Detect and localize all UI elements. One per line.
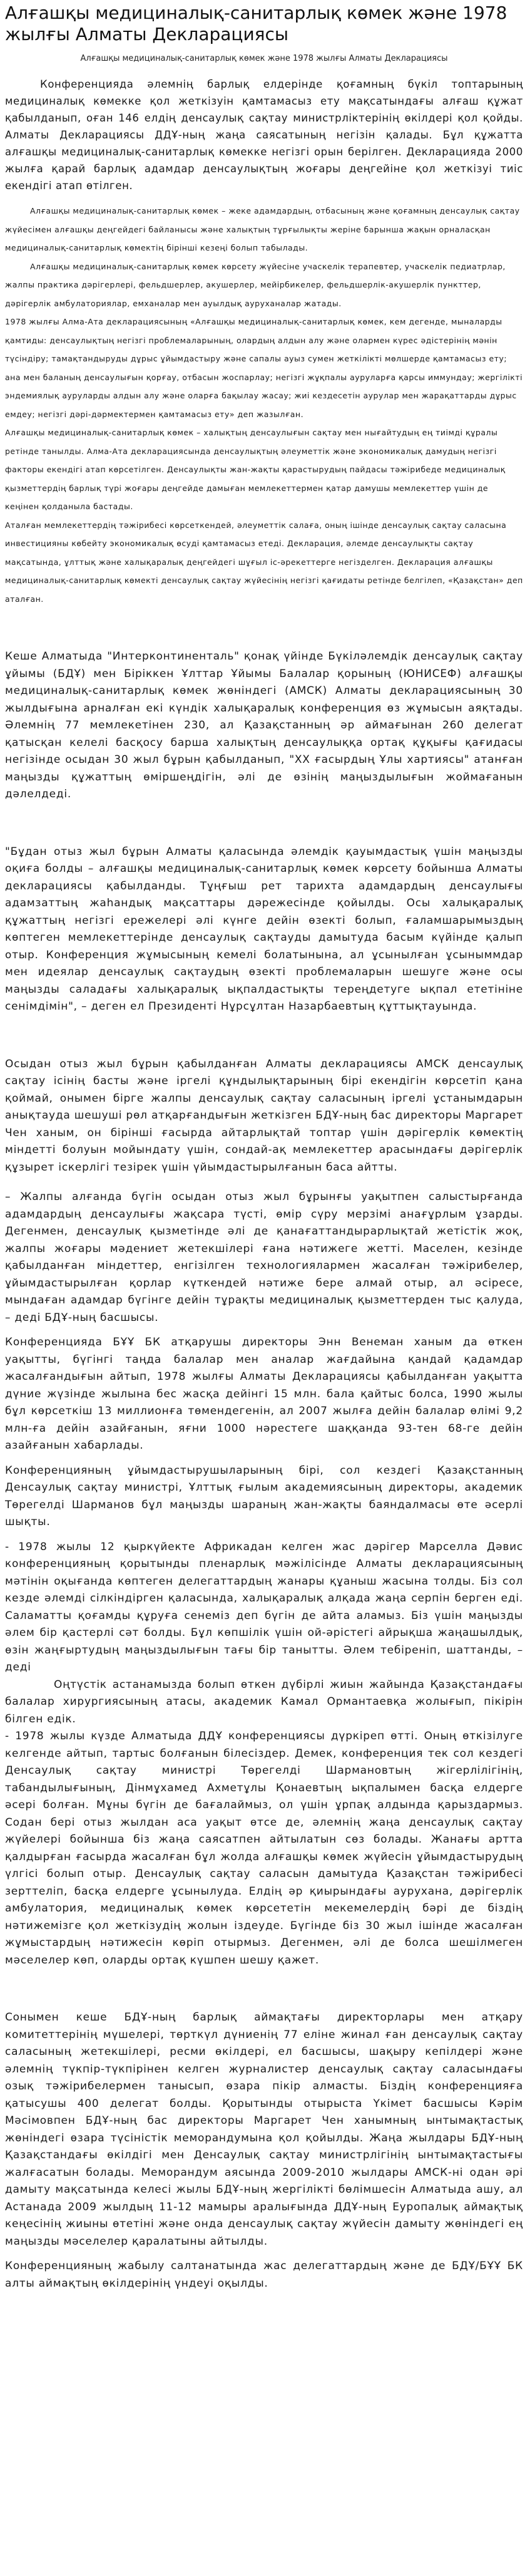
excerpt-paragraph: Алғашқы медициналық-санитарлық көмек көрсету жүйесіне учаскелік терапевтер, учаскелік педиатрлар, жалпы практика дәрігерлері, фельдшерлер, акушерлер, мейірбикелер, фельдшерлік-акушерлік пункттер, дәрігерлік амбулаториялар, емханалар мен ауылдық ауруханалар жатады.	[5, 261, 506, 308]
body-paragraph: Оңтүстік астанамызда болып өткен дүбірлі жиын жайында Қазақстандағы балалар хирургиясының атасы, академик Камал Ормантаевқа жолығып, пікірін білген едік.	[5, 1678, 523, 1725]
declaration-excerpt	[5, 202, 523, 608]
body-paragraph: "Бұдан отыз жыл бұрын Алматы қаласында әлемдік қауымдастық үшін маңызды оқиға болды – алғашқы медициналық-санитарлық көмек көрсету бойынша Алматы декларациясы қабылданды. Тұңғыш рет тарихта адамдардың денсаулығы адамзаттың жаһандық мақсаттары дәрежесінде қойылды. Осы халықаралық құжаттың негізгі ережелері әлі күнге дейін өзекті болып, ғаламшарымыздың көптеген мемлекеттерінде денсаулық сақтауды дамытуда басым күйінде қалып отыр. Конференция жұмысының кемелі болатынына, ал ұсынылған ұсыныммдар мен идеялар денсаулық сақтаудың өзекті проблемаларын шешуге және осы маңызды саладағы халықаралық ықпалдастықты тереңдетуге ықпал ететініне сенімдімін", – деген ел Президенті Нұрсұлтан Назарбаевтың құттықтауында.	[5, 845, 523, 1013]
body-paragraph: Конференцияда БҰҰ БК атқарушы директоры Энн Венеман ханым да өткен уақытты, бүгінгі таңда балалар мен аналар жағдайына қандай қадамдар жасалғандығын айтып, 1978 жылғы Алматы Декларациясы қабылданған уақытта дүние жүзінде жылына бес жасқа дейінгі 15 млн. бала қайтыс болса, 1990 жылы бұл көрсеткіш 13 миллионға төмендегенін, ал 2007 жылға дейін балалар өлімі 9,2 млн-ға дейін азайғанын, яғни 1000 нәрестеге шаққанда 93-тен 68-ге дейін азайғанын хабарлады.	[5, 1336, 523, 1452]
excerpt-paragraph: 1978 жылғы Алма-Ата декларациясының «Алғашқы медициналық-санитарлық көмек, кем дегенде, мыналарды қамтиды: денсаулықтың негізгі проблемаларының, олардың алдын алу және олармен күрес әдістерінің мәнін түсіндіру; тамақтандыруды дұрыс ұйымдастыру және сапалы ауыз сумен жеткілікті мөлшерде қамтамасыз ету; ана мен баланың денсаулығын қорғау, отбасын жоспарлау; негізгі жұқпалы ауруларға қарсы иммундау; жергілікті эндемиялық ауруларды алдын алу және оларға бақылау жасау; жиі кездесетін аурулар мен жарақаттарды дұрыс емдеу; негізгі дәрі-дәрмектермен қамтамасыз ету» деп жазылған.	[5, 317, 523, 419]
body-paragraph: Конференцияның жабылу салтанатында жас делегаттардың және де БДҰ/БҰҰ БК алты аймақтың өкілдерінің үндеуі оқылды.	[5, 2260, 523, 2290]
lead-paragraph: Конференцияда әлемнің барлық елдерінде қоғамның бүкіл топтарының медициналық көмекке қол жеткізуін қамтамасыз ету мақсатындағы алғаш құжат қабылданып, оған 146 елдің денсаулық сақтау министрліктерінің өкілдері қол қойды. Алматы Декларациясы ДДҰ-ның жаңа саясатының негізін қалады. Бұл құжатта алғашқы медициналық-санитарлық көмекке негізгі орын берілген. Декларацияда 2000 жылға қарай барлық адамдар денсаулықтың жоғары деңгейіне қол жеткізуі тиіс екендігі атап өтілген.	[5, 78, 523, 192]
excerpt-paragraph: Аталған мемлекеттердің тәжірибесі көрсеткендей, әлеуметтік салаға, оның ішінде денсаулық сақтау саласына инвестицияны көбейту экономикалық өсуді қамтамасыз етеді. Декларация, әлемде денсаулықты сақтау мақсатында, ұлттық және халықаралық деңгейдегі шұғыл іс-әрекеттерге негізделген. Декларация алғашқы медициналық-санитарлық көмекті денсаулық сақтау жүйесінің негізгі қағидаты ретінде белгілеп, «Қазақстан» деп аталған.	[5, 520, 523, 604]
article-subtitle: Алғашқы медициналық-санитарлық көмек және 1978 жылғы Алматы Декларациясы	[80, 54, 448, 63]
body-paragraph: - 1978 жылы күзде Алматыда ДДҰ конференциясы дүркіреп өтті. Оның өткізілуге келгенде айтып, тартыс болғанын білесіздер. Демек, конференция тек сол кездегі Денсаулық сақтау министрі Төрегелді Шармановтың жігерлілігінің, табандылығының, Дінмұхамед Ахметұлы Қонаевтың ықпалымен басқа елдерге әсері болған. Мұны бүгін де бағалаймыз, ол үшін ұрпақ алдында қарыздармыз. Содан бері отыз жылдан аса уақыт өтсе де, әлемнің жаңа денсаулық сақтау жүйелері бойынша біз жаңа саясатпен айтылатын сөз болады. Жанағы артта қалдырған ғасырда жасалған бұл жолда алғашқы көмек жүйесін ұйымдастырудың үлгісі болып отыр. Денсаулық сақтау саласын дамытуда Қазақстан тәжірибесі зерттеліп, басқа елдерге ұсынылуда. Елдің әр қиырындағы аурухана, дәрігерлік амбулатория, медициналық көмек көрсететін мекемелердің бәрі де біздің нәтижемізге қол жеткізудің жолын іздеуде. Бүгінде біз 30 жыл ішінде жасалған жұмыстардың нәтижесін көріп отырмыз. Дегенмен, әлі де болса шешілмеген мәселелер көп, оларды ортақ күшпен шешу қажет.	[5, 1730, 523, 1967]
article-body	[5, 648, 523, 2292]
body-paragraph: Сонымен кеше БДҰ-ның барлық аймақтағы директорлары мен атқару комитеттерінің мүшелері, төрткүл дүниенің 77 еліне жинал ған денсаулық сақтау саласының жетекшілері, ресми өкілдері, ел басшысы, шақыру кепілдері және әлемнің түкпір-түкпірінен келген журналистер денсаулық сақтау саласындағы озық тәжірибелермен танысып, өзара пікір алмасты. Біздің конференцияға қатысушы 400 делегат болды. Қорытынды отырыста Үкімет басшысы Кәрім Мәсімовпен БДҰ-ның бас директоры Маргарет Чен ханымның ынтымақтастық жөніндегі өзара түсіністік меморандумына қол қойылды. Жаңа жылдары БДҰ-ның Қазақстандағы өкілдігі мен Денсаулық сақтау министрлігінің ынтымақтастығы жалғасатын болады. Меморандум аясында 2009-2010 жылдары АМСК-ні одан әрі дамыту мақсатында келесі жылы БДҰ-ның жергілікті бөлімшесін Алматыда ашу, ал Астанада 2009 жылдың 11-12 мамыры аралығында ДДҰ-ның Еуропалық аймақтық кеңесінің жиыны өтетіні және онда денсаулық сақтау жүйесін дамыту жөніндегі ең маңызды мәселелер қаралатыны айтылды.	[5, 2011, 523, 2248]
body-paragraph: - 1978 жылы 12 қыркүйекте Африкадан келген жас дәрігер Марселла Дәвис конференцияның қорытынды пленарлық мәжілісінде Алматы декларациясының мәтінін оқығанда көптеген делегаттардың жанары құаныш жасына толды. Біз сол кезде әлемді сілкіндірген қаласында, халықаралық алқада жаңа серпін берген еді. Саламатты қоғамды құруға сенеміз деп бүгін де айта аламыз. Біз үшін маңызды әлем бір қастерлі сәт болды. Бұл көпшілік үшін ой-әрістегі айрықша жаңашылдық, өзін жаңғыртудың маңыздылығын тағы бір танытты. Әлем тебіреніп, шаттанды, – деді	[5, 1540, 523, 1673]
excerpt-paragraph: Алғашқы медициналық-санитарлық көмек – жеке адамдардың, отбасының және қоғамның денсаулық сақтау жүйесімен алғашқы деңгейдегі байланысы және халықтың тұрғылықты жеріне барынша жақын орналасқан медициналық-санитарлық көмектің бірінші кезеңі болып табылады.	[5, 206, 520, 252]
article	[5, 3, 523, 2292]
body-paragraph: Кеше Алматыда "Интерконтиненталь" қонақ үйінде Бүкіләлемдік денсаулық сақтау ұйымы (БДҰ) мен Біріккен Ұлттар Ұйымы Балалар қорының (ЮНИСЕФ) алғашқы медициналық-санитарлық көмек жөніндегі (АМСК) Алматы декларациясының 30 жылдығына арналған екі күндік халықаралық конференция өз жұмысын аяқтады. Әлемнің 77 мемлекетінен 230, ал Қазақстанның әр аймағынан 260 делегат қатысқан келелі басқосу барша халықтың денсаулыққа ортақ құқығы қағидасы негізінде осыдан 30 жыл бұрын қабылданып, "ХХ ғасырдың Ұлы хартиясы" атанған маңызды құжаттың өміршеңдігін, әлі де өзінің маңыздылығын жоймағанын дәлелдеді.	[5, 650, 523, 800]
body-paragraph: Конференцияның ұйымдастырушыларының бірі, сол кездегі Қазақстанның Денсаулық сақтау министрі, Ұлттық ғылым академиясының директоры, академик Төрегелді Шарманов бұл маңызды шараның жан-жақты баяндалмасы өте әсерлі шықты.	[5, 1464, 523, 1528]
excerpt-paragraph: Алғашқы медициналық-санитарлық көмек – халықтың денсаулығын сақтау мен нығайтудың ең тиімді құралы ретінде танылды. Алма-Ата декларациясында денсаулықтың әлеуметтік және экономикалық дамудың негізгі факторы екендігі атап көрсетілген. Денсаулықты жан-жақты қарастырудың пайдасы тәжірибеде медициналық қызметтердің барлық түрі жоғары деңгейде дамыған мемлекеттермен қатар дамушы мемлекеттер үшін де кеңінен қолданыла бастады.	[5, 428, 506, 511]
body-paragraph: – Жалпы алғанда бүгін осыдан отыз жыл бұрынғы уақытпен салыстырғанда адамдардың денсаулығы жақсара түсті, өмір сүру мерзімі анағұрлым ұзарды. Дегенмен, денсаулық қызметінде әлі де қанағаттандырарлықтай жетістік жоқ, жалпы жоғары мәдениет жетекшілері ғана нәтижеге жетті. Маселен, кезінде қабылданған міндеттер, енгізілген технологиялармен жасалған тәжірибелер, ұйымдастырылған қорлар күткендей нәтиже бере алмай отыр, ал әсіресе, мындаған адамдар бүгінге дейін тұрақты медициналық қызметтерден тыс қалуда, – деді БДҰ-ның басшысы.	[5, 1191, 523, 1324]
article-title: Алғашқы медициналық-санитарлық көмек және 1978 жылғы Алматы Декларациясы	[5, 3, 507, 44]
body-paragraph: Осыдан отыз жыл бұрын қабылданған Алматы декларациясы АМСК денсаулық сақтау ісінің басты және іргелі құндылықтарының бірі екендігін көрсетіп қана қоймай, онымен бірге жалпы денсаулық сақтау саласының іргелі ұстанымдарын анықтауда шешуші рөл атқарғандығын жеткізген БДҰ-ның бас директоры Маргарет Чен ханым, он бірінші ғасырда айтарлықтай топтар үшін дәрігерлік көмектің міндетті болуын мойындату үшін, сондай-ақ мемлекеттер арасындағы дәрігерлік құзырет іскерлігі тезірек үшін үйымдастырылғанын баса айтты.	[5, 1057, 523, 1174]
